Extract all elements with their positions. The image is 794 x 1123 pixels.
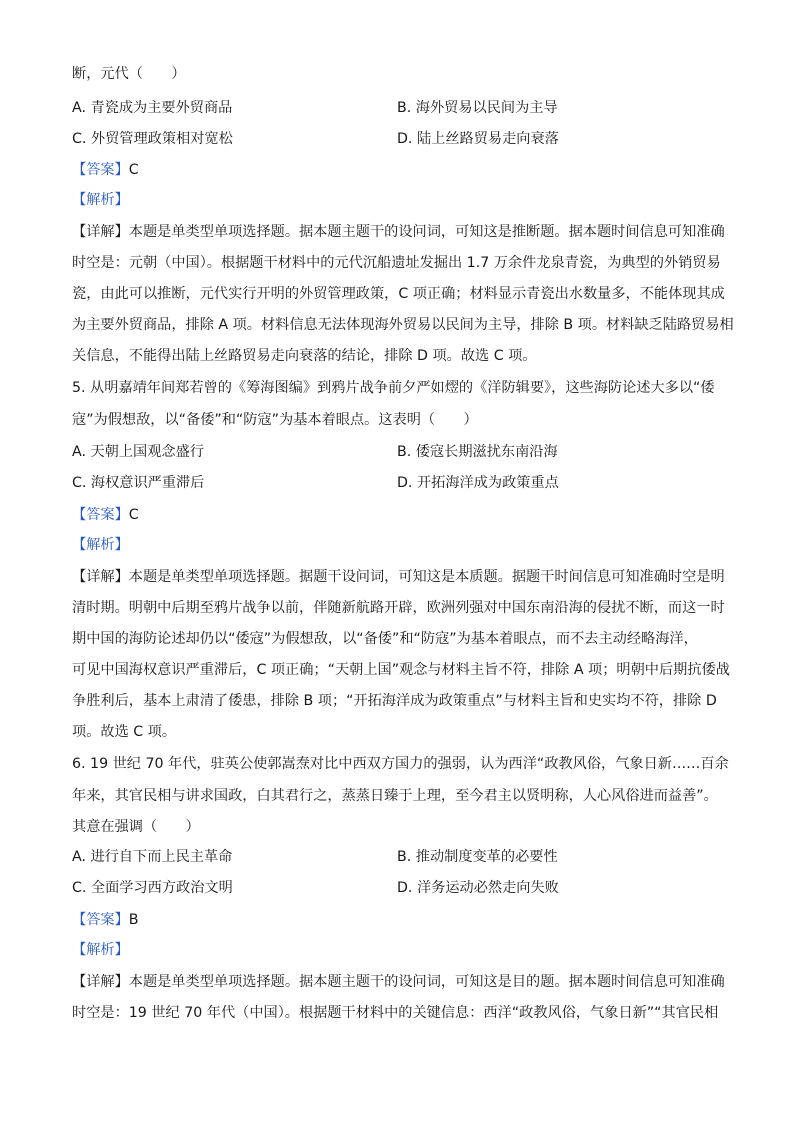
q5-detail-line-4: 可见中国海权意识严重滞后，C 项正确；“天朝上国”观念与材料主旨不符，排除 A 项；明朝中后期抗倭战 bbox=[72, 662, 730, 678]
q4-detail-line-3: 瓷，由此可以推断，元代实行开明的外贸管理政策，C 项正确；材料显示青瓷出水数量多，不能体现其成 bbox=[72, 286, 725, 302]
q4-answer-value: C bbox=[128, 162, 139, 178]
q5-answer-row: 【答案】C bbox=[72, 507, 139, 523]
q6-option-d: D. 洋务运动必然走向失败 bbox=[397, 880, 559, 896]
q5-detail-line-5: 争胜利后，基本上肃清了倭患，排除 B 项；“开拓海洋成为政策重点”与材料主旨和史实均不符，排除 D bbox=[72, 693, 717, 709]
q5-detail-line-6: 项。故选 C 项。 bbox=[72, 724, 177, 740]
q4-option-c: C. 外贸管理政策相对宽松 bbox=[72, 131, 233, 147]
q4-detail-label: 详解 bbox=[86, 224, 115, 240]
q6-stem-line-3: 其意在强调（ ） bbox=[72, 819, 200, 835]
q6-stem-line-2: 年来，其官民相与讲求国政，白其君行之，蒸蒸日臻于上理，至今君主以贤明称，人心风俗进而益善”。 bbox=[72, 788, 718, 804]
q6-detail-line-1: 【详解】本题是单类型单项选择题。据本题主题干的设问词，可知这是目的题。据本题时间信息可知准确 bbox=[72, 974, 725, 990]
q4-option-a: A. 青瓷成为主要外贸商品 bbox=[72, 100, 233, 116]
q4-answer-label: 答案 bbox=[86, 162, 115, 178]
q5-stem-line-2: 寇”为假想敌，以“备倭”和“防寇”为基本着眼点。这表明（ ） bbox=[72, 412, 478, 428]
q4-stem-tail: 断，元代（ ） bbox=[72, 66, 186, 82]
q5-option-a: A. 天朝上国观念盛行 bbox=[72, 444, 204, 460]
q4-option-d: D. 陆上丝路贸易走向衰落 bbox=[397, 131, 559, 147]
q6-answer-value: B bbox=[128, 912, 139, 928]
q4-detail-line-4: 为主要外贸商品，排除 A 项。材料信息无法体现海外贸易以民间为主导，排除 B 项。材料缺乏陆路贸易相 bbox=[72, 317, 734, 333]
q6-analysis-label: 解析 bbox=[86, 942, 115, 958]
q5-analysis-row: 【解析】 bbox=[72, 537, 129, 553]
q4-option-b: B. 海外贸易以民间为主导 bbox=[397, 100, 558, 116]
q6-stem-line-1: 6. 19 世纪 70 年代，驻英公使郭嵩焘对比中西双方国力的强弱，认为西洋“政教风俗，气象日新……百余 bbox=[72, 756, 729, 772]
q6-answer-row: 【答案】B bbox=[72, 912, 139, 928]
q5-detail-line-1: 【详解】本题是单类型单项选择题。据题干设问词，可知这是本质题。据题干时间信息可知准确时空是明 bbox=[72, 569, 725, 585]
q6-option-a: A. 进行自下而上民主革命 bbox=[72, 849, 233, 865]
q4-analysis-label: 解析 bbox=[86, 192, 115, 208]
q5-option-c: C. 海权意识严重滞后 bbox=[72, 475, 205, 491]
q6-detail-label: 详解 bbox=[86, 974, 115, 990]
q5-detail-line-3: 期中国的海防论述却仍以“倭寇”为假想敌，以“备倭”和“防寇”为基本着眼点，而不去主动经略海洋， bbox=[72, 631, 698, 647]
q5-option-b: B. 倭寇长期滋扰东南沿海 bbox=[397, 444, 558, 460]
q5-analysis-label: 解析 bbox=[86, 537, 115, 553]
q4-detail-line-5: 关信息，不能得出陆上丝路贸易走向衰落的结论，排除 D 项。故选 C 项。 bbox=[72, 348, 537, 364]
q4-detail-line-1: 【详解】本题是单类型单项选择题。据本题主题干的设问词，可知这是推断题。据本题时间信息可知准确 bbox=[72, 224, 725, 240]
q6-answer-label: 答案 bbox=[86, 912, 115, 928]
q6-option-c: C. 全面学习西方政治文明 bbox=[72, 880, 233, 896]
q5-detail-label: 详解 bbox=[86, 569, 115, 585]
q5-detail-line-2: 清时期。明朝中后期至鸦片战争以前，伴随新航路开辟，欧洲列强对中国东南沿海的侵扰不断，而这一时 bbox=[72, 600, 725, 616]
q6-option-b: B. 推动制度变革的必要性 bbox=[397, 849, 558, 865]
q5-stem-line-1: 5. 从明嘉靖年间郑若曾的《筹海图编》到鸦片战争前夕严如熤的《洋防辑要》，这些海防论述大多以“倭 bbox=[72, 380, 715, 396]
q4-detail-line-2: 时空是：元朝（中国）。根据题干材料中的元代沉船遗址发掘出 1.7 万余件龙泉青瓷，为典型的外销贸易 bbox=[72, 255, 721, 271]
q4-analysis-row: 【解析】 bbox=[72, 192, 129, 208]
q4-answer-row: 【答案】C bbox=[72, 162, 139, 178]
q5-answer-value: C bbox=[128, 507, 139, 523]
q6-detail-line-2: 时空是：19 世纪 70 年代（中国）。根据题干材料中的关键信息：西洋“政教风俗，气象日新”“其官民相 bbox=[72, 1005, 719, 1021]
q6-analysis-row: 【解析】 bbox=[72, 942, 129, 958]
q5-option-d: D. 开拓海洋成为政策重点 bbox=[397, 475, 559, 491]
q5-answer-label: 答案 bbox=[86, 507, 115, 523]
